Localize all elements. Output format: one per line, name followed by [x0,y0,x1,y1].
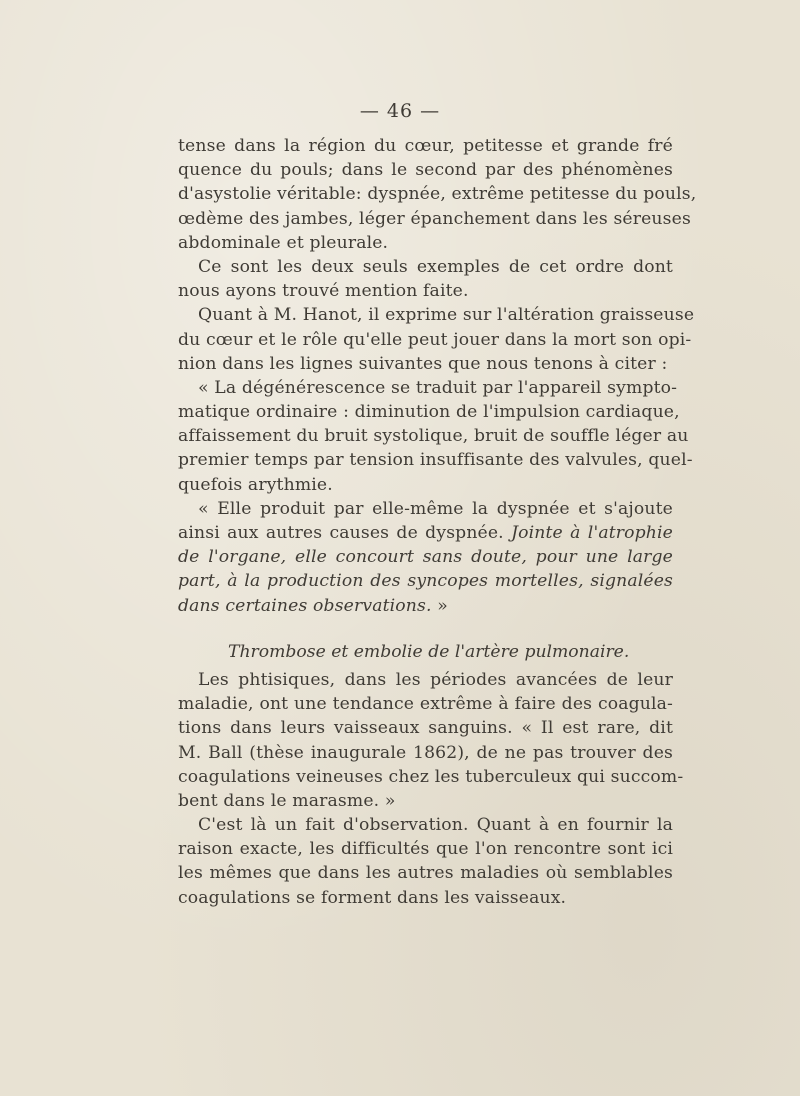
quote-italic-text: dans certaines observations. [178,595,432,616]
quote-line: premier temps par tension insuffisante des valvules, quel- [178,450,693,471]
text-line: du cœur et le rôle qu'elle peut jouer dans la mort son opi- [178,329,692,350]
text-line: raison exacte, les difficultés que l'on rencontre sont ici [178,839,673,860]
text-line: M. Ball (thèse inaugurale 1862), de ne pas trouver des [178,742,673,763]
text-line: nous ayons trouvé mention faite. [178,281,469,302]
text-line: tions dans leurs vaisseaux sanguins. « Il est rare, dit [178,718,673,739]
quote-line: de l'organe, elle concourt sans doute, pour une large [178,547,673,568]
text-line: quence du pouls; dans le second par des phénomènes [178,160,673,181]
text-line: Les phtisiques, dans les périodes avancées de leur [198,669,673,690]
quote-italic-text: Jointe à l'atrophie [511,523,673,543]
quote-line [178,521,673,545]
quote-line: affaissement du bruit systolique, bruit de souffle léger au [178,426,689,447]
text-line: abdominale et pleurale. [178,232,389,253]
quote-line: « Elle produit par elle-même la dyspnée et s'ajoute [198,498,673,519]
text-line: Ce sont les deux seuls exemples de cet ordre dont [198,256,673,277]
quote-close: » [437,595,448,616]
text-line: œdème des jambes, léger épanchement dans les séreuses [178,208,691,229]
text-line: coagulations se forment dans les vaisseaux. [178,887,567,908]
text-line: tense dans la région du cœur, petitesse et grande fré [178,136,673,156]
text-line: coagulations veineuses chez les tuberculeux qui succom- [178,766,684,787]
body-text [178,134,697,910]
quote-line: « La dégénérescence se traduit par l'appareil sympto- [198,377,678,398]
text-line: nion dans les lignes suivantes que nous tenons à citer : [178,353,668,374]
quote-line: quefois arythmie. [178,474,333,495]
quote-line: part, à la production des syncopes mortelles, signalées [178,571,673,592]
text-line: maladie, ont une tendance extrême à faire des coagula- [178,694,673,715]
text-line: Quant à M. Hanot, il exprime sur l'altération graisseuse [198,305,695,326]
text-line: C'est là un fait d'observation. Quant à en fournir la [198,815,673,836]
text-line: bent dans le marasme. » [178,790,396,811]
quote-line: matique ordinaire : diminution de l'impulsion cardiaque, [178,402,680,423]
text-line: les mêmes que dans les autres maladies où semblables [178,863,673,884]
text-line: d'asystolie véritable: dyspnée, extrême petitesse du pouls, [178,184,697,205]
quote-line [178,594,673,618]
quote-roman-text: ainsi aux autres causes de dyspnée. [178,523,504,543]
section-heading: Thrombose et embolie de l'artère pulmonaire. [228,641,630,662]
page-number: — 46 — [359,100,441,122]
